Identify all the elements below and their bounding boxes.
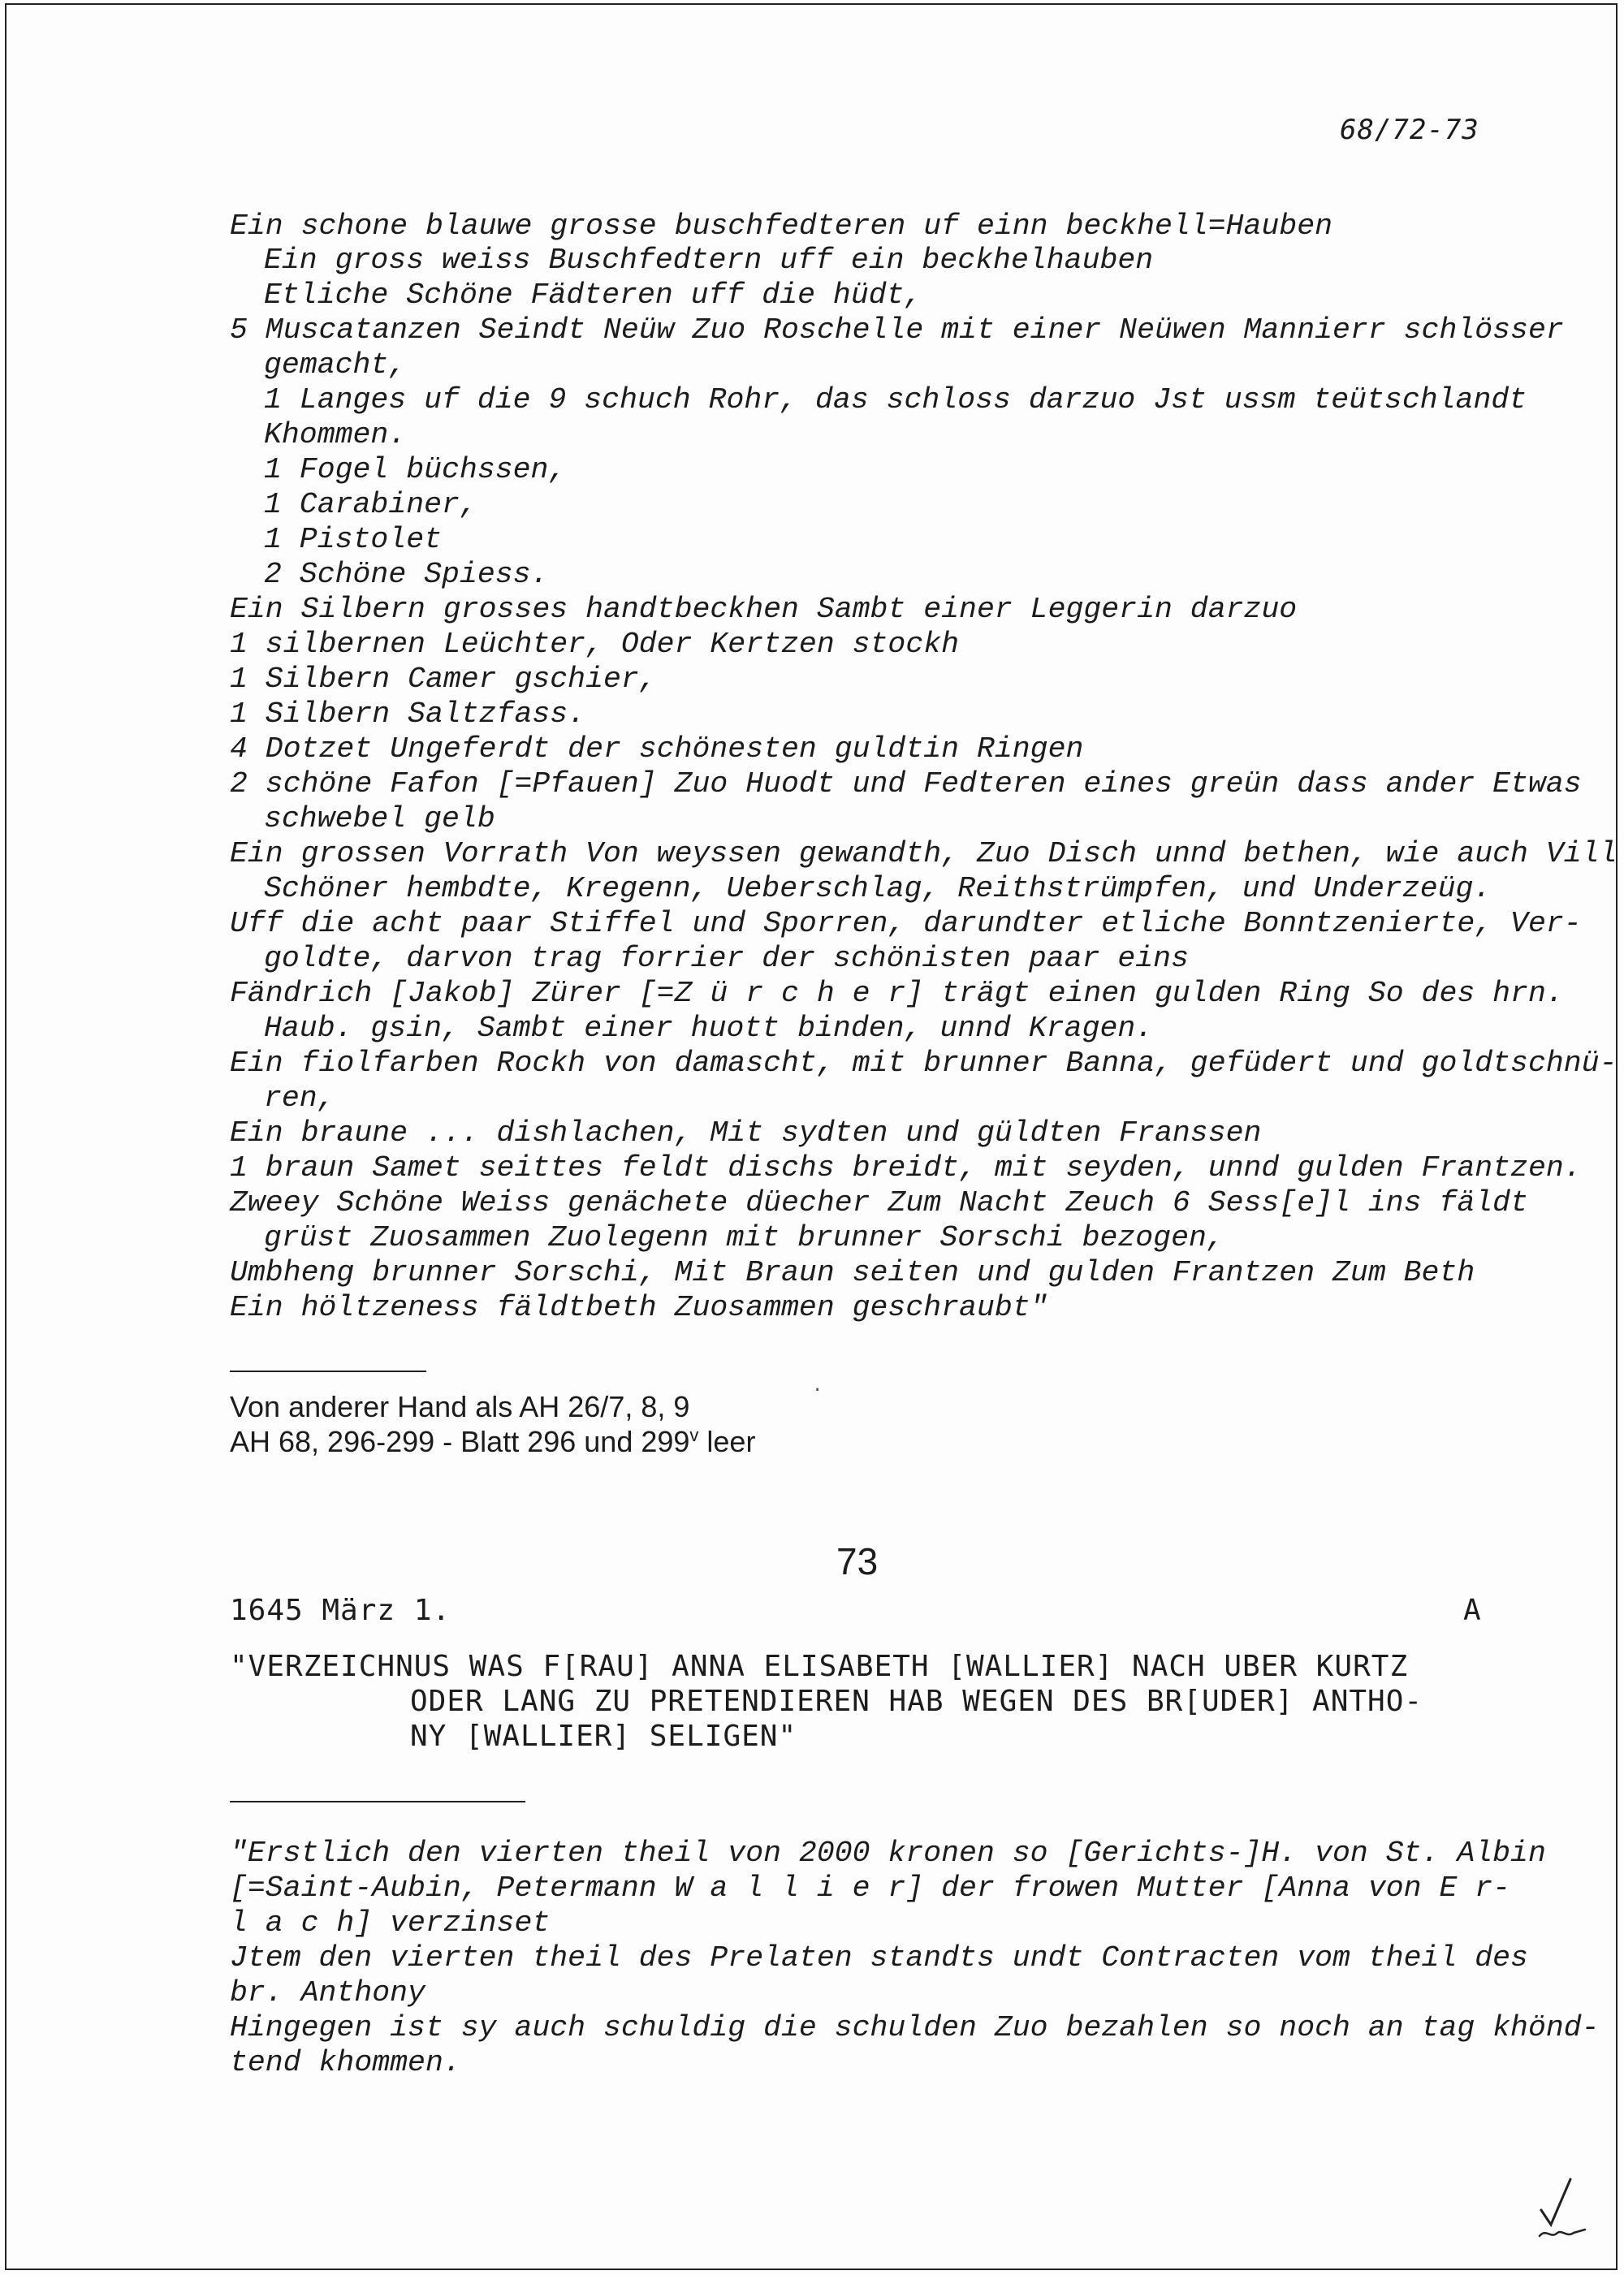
text-line: grüst Zuosammen Zuolegenn mit brunner Sorschi bezogen, [264, 1221, 1224, 1254]
dateline: 1645 März 1. [230, 1594, 451, 1627]
text-line: Zweey Schöne Weiss genächete düecher Zum Nacht Zeuch 6 Sess[e]l ins fäldt [230, 1186, 1528, 1220]
text-line: Ein Silbern grosses handtbeckhen Sambt einer Leggerin darzuo [230, 593, 1298, 626]
body-line: Hingegen ist sy auch schuldig die schulden Zuo bezahlen so noch an tag khönd- [230, 2011, 1600, 2044]
text-line: 1 Silbern Saltzfass. [230, 697, 586, 731]
text-line: Schöner hembdte, Kregenn, Ueberschlag, Reithstrümpfen, und Underzeüg. [264, 872, 1492, 905]
text-line: 1 Fogel büchssen, [264, 453, 567, 486]
text-line: 2 schöne Fafon [=Pfauen] Zuo Huodt und Fedteren eines greün dass ander Etwas [230, 767, 1582, 801]
text-line: ren, [264, 1081, 335, 1115]
text-line: 1 Langes uf die 9 schuch Rohr, das schloss darzuo Jst ussm teütschlandt [264, 383, 1527, 417]
body-line: Jtem den vierten theil des Prelaten standts undt Contracten vom theil des [230, 1941, 1528, 1975]
source-note-line2: AH 68, 296-299 - Blatt 296 und 299$^v$ leer [230, 1425, 756, 1458]
text-line: Haub. gsin, Sambt einer huott binden, unnd Kragen. [264, 1012, 1154, 1045]
heading-rule [230, 1801, 525, 1802]
document-type-letter: A [1463, 1594, 1481, 1627]
text-line: Ein braune ... dishlachen, Mit sydten und güldten Franssen [230, 1116, 1262, 1150]
text-line: schwebel gelb [264, 802, 495, 835]
text-line: goldte, darvon trag forrier der schönisten paar eins [264, 942, 1189, 975]
text-line: Khommen. [264, 418, 407, 451]
source-note-line1: Von anderer Hand als AH 26/7, 8, 9 [230, 1390, 690, 1423]
document-heading-line: NY [WALLIER] SELIGEN" [410, 1720, 797, 1753]
text-line: gemacht, [264, 348, 407, 382]
handwritten-checkmark-icon [1535, 2176, 1592, 2241]
text-line: Uff die acht paar Stiffel und Sporren, darundter etliche Bonntzenierte, Ver- [230, 907, 1582, 940]
scan-specks: ·​ [812, 1380, 828, 1401]
text-line: 5 Muscatanzen Seindt Neüw Zuo Roschelle mit einer Neüwen Mannierr schlösser [230, 313, 1564, 347]
text-line: 1 Silbern Camer gschier, [230, 663, 657, 696]
text-line: 1 silbernen Leüchter, Oder Kertzen stockh [230, 628, 960, 661]
text-line: Ein höltzeness fäldtbeth Zuosammen geschraubt" [230, 1291, 1048, 1324]
document-heading-line: ODER LANG ZU PRETENDIEREN HAB WEGEN DES BR[UDER] ANTHO- [410, 1685, 1423, 1718]
text-line: Fändrich [Jakob] Zürer [=Z ü r c h e r] trägt einen gulden Ring So des hrn. [230, 977, 1564, 1010]
text-line: 1 Pistolet [264, 523, 443, 556]
text-line: Ein grossen Vorrath Von weyssen gewandth, Zuo Disch unnd bethen, wie auch Vill [230, 837, 1618, 870]
text-line: 2 Schöne Spiess. [264, 558, 549, 591]
body-line: l a c h] verzinset [230, 1906, 551, 1940]
text-line: Ein schone blauwe grosse buschfedteren uf einn beckhell=Hauben [230, 209, 1333, 243]
page-reference: 68/72-73 [1340, 114, 1479, 146]
text-line: 1 braun Samet seittes feldt dischs breidt, mit seyden, unnd gulden Frantzen. [230, 1151, 1582, 1185]
body-line: tend khommen. [230, 2046, 461, 2079]
text-line: Ein fiolfarben Rockh von damascht, mit brunner Banna, gefüdert und goldtschnü- [230, 1047, 1618, 1080]
document-heading-line: "VERZEICHNUS WAS F[RAU] ANNA ELISABETH [WALLIER] NACH UBER KURTZ [230, 1650, 1409, 1683]
text-line: Umbheng brunner Sorschi, Mit Braun seiten und gulden Frantzen Zum Beth [230, 1256, 1475, 1289]
footnote-rule [230, 1371, 426, 1372]
document-number: 73 [836, 1540, 879, 1582]
text-line: Etliche Schöne Fädteren uff die hüdt, [264, 278, 922, 312]
text-line: Ein gross weiss Buschfedtern uff ein beckhelhauben [264, 244, 1154, 277]
body-line: [=Saint-Aubin, Petermann W a l l i e r] der frowen Mutter [Anna von E r- [230, 1871, 1511, 1905]
body-line: br. Anthony [230, 1976, 425, 2010]
text-line: 1 Carabiner, [264, 488, 477, 521]
text-line: 4 Dotzet Ungeferdt der schönesten guldtin Ringen [230, 732, 1084, 766]
body-line: "Erstlich den vierten theil von 2000 kronen so [Gerichts-]H. von St. Albin [230, 1837, 1546, 1870]
